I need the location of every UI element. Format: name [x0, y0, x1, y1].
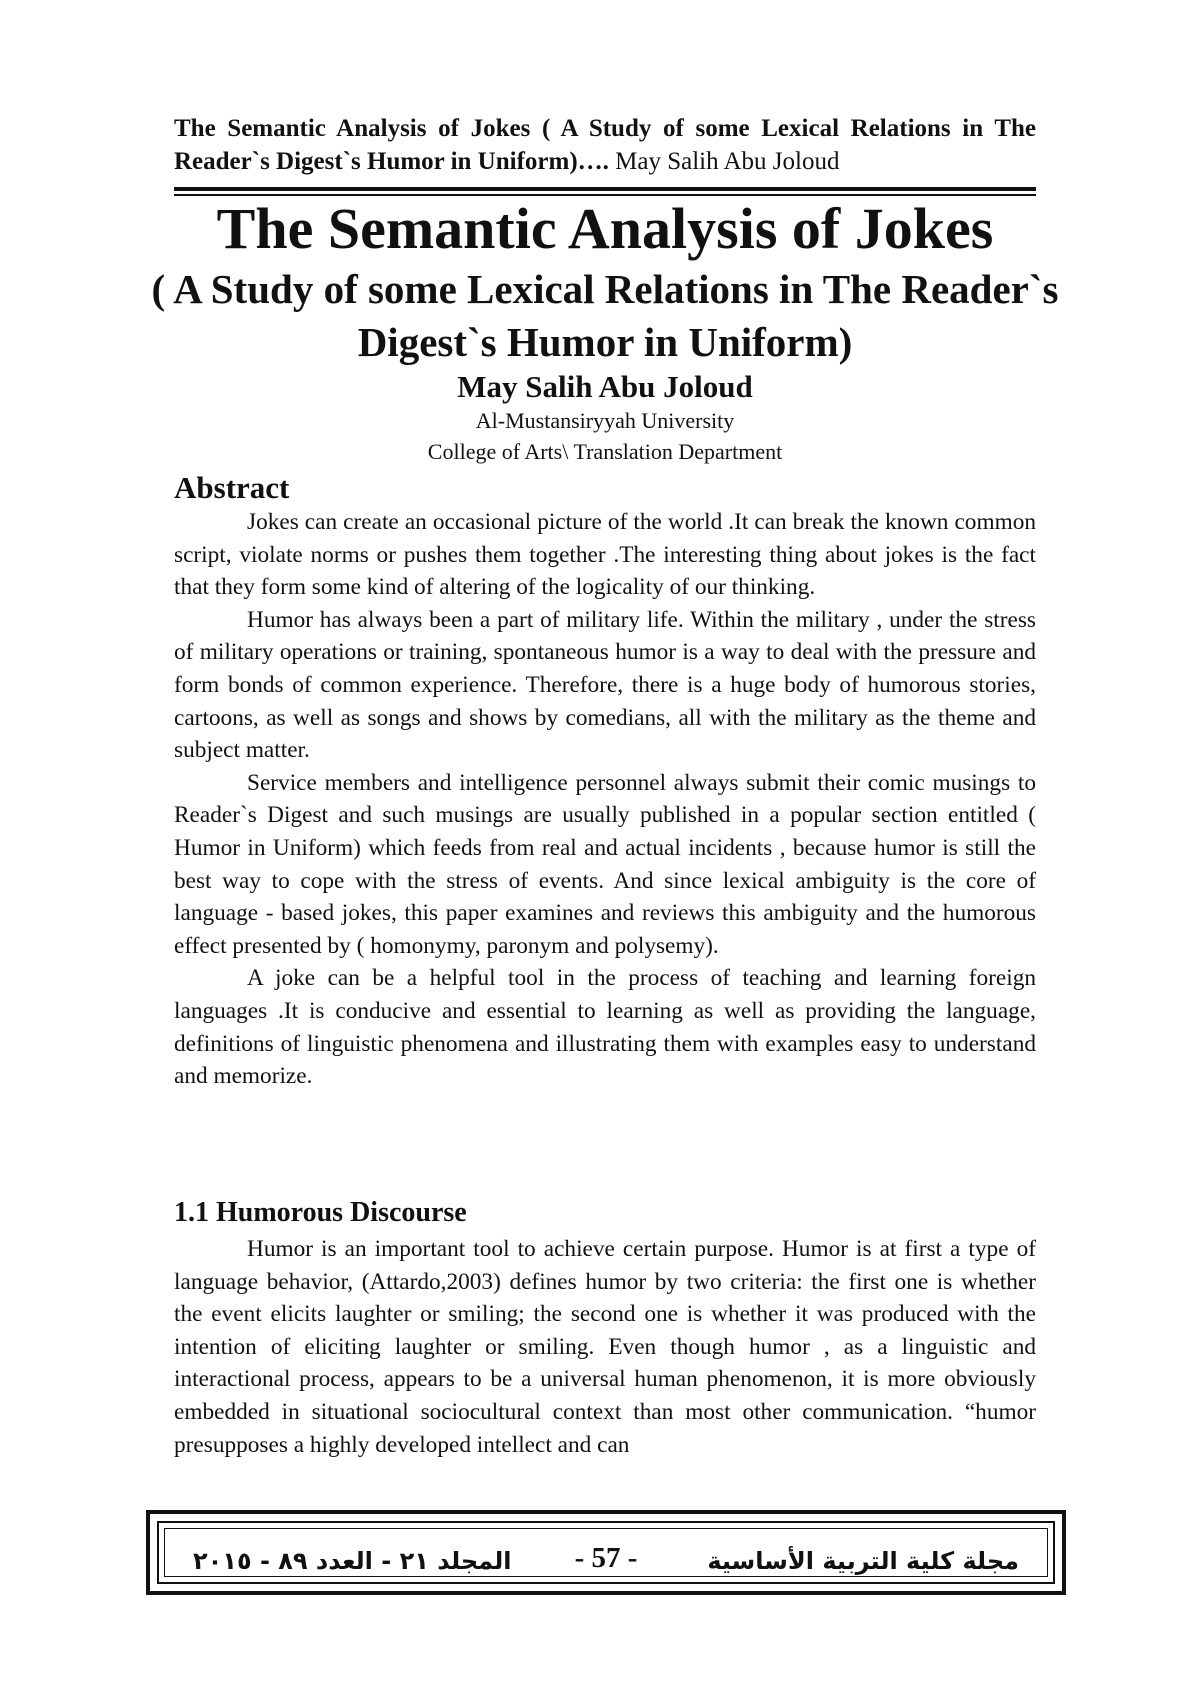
abstract-body: [174, 506, 1036, 1093]
running-header-title: The Semantic Analysis of Jokes ( A Study of some Lexical Relations in The Reader`s Digest`s Humor in Uniform)….: [174, 115, 1036, 175]
author-department: College of Arts\ Translation Department: [427, 439, 783, 464]
abstract-paragraph: Humor has always been a part of military life. Within the military , under the stress of military operations or training, spontaneous humor is a way to deal with the pressure and form bonds of common experience. Therefore, there is a huge body of humorous stories, cartoons, as well as songs and shows by comedians, all with the military as the theme and subject matter.: [174, 606, 1036, 764]
page-footer: [146, 1510, 1066, 1595]
paper-subtitle: ( A Study of some Lexical Relations in The Reader`s Digest`s Humor in Uniform): [151, 266, 1059, 365]
running-header-author: May Salih Abu Joloud: [608, 148, 840, 175]
section-heading: 1.1 Humorous Discourse: [174, 1197, 467, 1228]
footer-journal: مجلة كلية التربية الأساسية: [707, 1547, 1019, 1575]
author-university: Al-Mustansiryyah University: [475, 408, 735, 433]
author-name: May Salih Abu Joloud: [457, 369, 753, 404]
abstract-paragraph: A joke can be a helpful tool in the process of teaching and learning foreign languages .It is conducive and essential to learning as well as providing the language, definitions of linguistic phenomena and illustrating them with examples easy to understand and memorize.: [174, 965, 1036, 1090]
footer-issue: المجلد ٢١ - العدد ٨٩ - ٢٠١٥: [193, 1547, 512, 1575]
footer-border-inner: [164, 1528, 1048, 1577]
section-body: [174, 1233, 1036, 1461]
section-paragraph: Humor is an important tool to achieve certain purpose. Humor is at first a type of language behavior, (Attardo,2003) defines humor by two criteria: the first one is whether the event elicits laughter or smiling; the second one is whether it was produced with the intention of eliciting laughter or smiling. Even though humor , as a linguistic and interactional process, appears to be a universal human phenomenon, it is more obviously embedded in situational sociocultural context than most other communication. “humor presupposes a highly developed intellect and can: [174, 1236, 1036, 1458]
abstract-heading: Abstract: [174, 470, 290, 505]
abstract-paragraph: Jokes can create an occasional picture of the world .It can break the known common script, violate norms or pushes them together .The interesting thing about jokes is the fact that they form some kind of altering of the logicality of our thinking.: [174, 509, 1036, 601]
header-rule-thick: [174, 187, 1036, 191]
page-number: - 57 -: [574, 1542, 638, 1574]
abstract-paragraph: Service members and intelligence personnel always submit their comic musings to Reader`s Digest and such musings are usually published in a popular section entitled ( Humor in Uniform) which feeds from real and actual incidents , because humor is still the best way to cope with the stress of events. And since lexical ambiguity is the core of language - based jokes, this paper examines and reviews this ambiguity and the humorous effect presented by ( homonymy, paronym and polysemy).: [174, 769, 1036, 959]
footer-border: [157, 1521, 1055, 1584]
paper-title: The Semantic Analysis of Jokes: [216, 196, 994, 261]
running-header: [174, 112, 1036, 178]
